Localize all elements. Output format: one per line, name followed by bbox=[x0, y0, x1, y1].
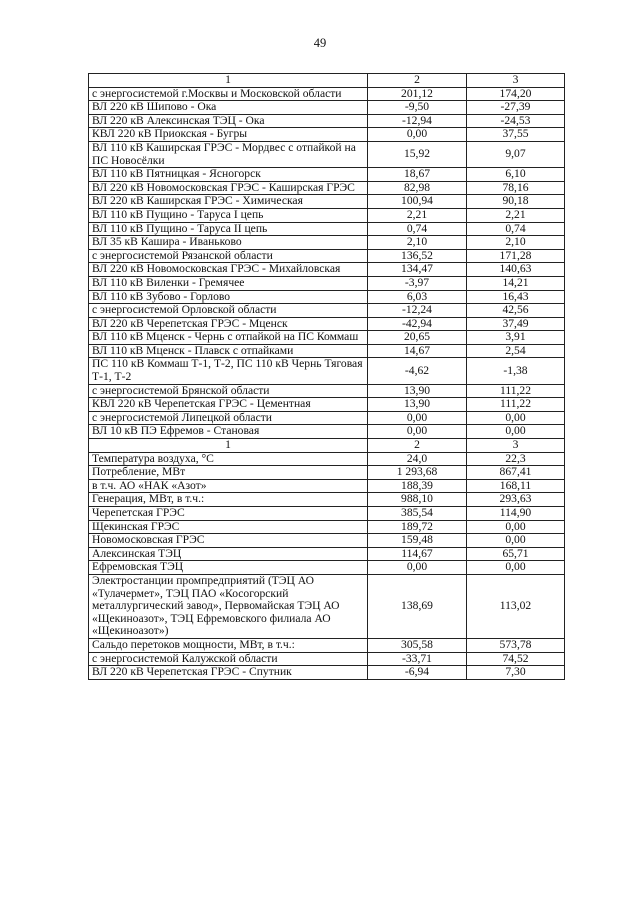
value-cell-col3: 9,07 bbox=[467, 141, 565, 167]
value-cell-col3: 0,00 bbox=[467, 411, 565, 425]
table-row bbox=[89, 534, 565, 548]
value-cell-col2: 15,92 bbox=[368, 141, 467, 167]
table-row bbox=[89, 249, 565, 263]
table-row bbox=[89, 507, 565, 521]
value-cell-col3: 0,00 bbox=[467, 425, 565, 439]
value-cell-col3: -24,53 bbox=[467, 114, 565, 128]
table-row bbox=[89, 652, 565, 666]
table-row bbox=[89, 128, 565, 142]
row-label-cell: ВЛ 220 кВ Черепетская ГРЭС - Мценск bbox=[89, 317, 368, 331]
row-label-cell: с энергосистемой Калужской области bbox=[89, 652, 368, 666]
row-label-cell: Электростанции промпредприятий (ТЭЦ АО «Тулачермет», ТЭЦ ПАО «Косогорский металлургический завод», Первомайская ТЭЦ АО «Щекиноазот», ТЭЦ Ефремовского филиала АО «Щекиноазот») bbox=[89, 574, 368, 638]
table-row bbox=[89, 466, 565, 480]
value-cell-col2: -12,94 bbox=[368, 114, 467, 128]
value-cell-col3: 22,3 bbox=[467, 452, 565, 466]
table-row bbox=[89, 574, 565, 638]
table-row bbox=[89, 384, 565, 398]
table-row bbox=[89, 425, 565, 439]
value-cell-col3: 114,90 bbox=[467, 507, 565, 521]
value-cell-col3: 74,52 bbox=[467, 652, 565, 666]
value-cell-col3: 2,21 bbox=[467, 208, 565, 222]
value-cell-col3: 0,00 bbox=[467, 520, 565, 534]
table-row bbox=[89, 222, 565, 236]
value-cell-col3: 174,20 bbox=[467, 87, 565, 101]
row-label-cell: Температура воздуха, °С bbox=[89, 452, 368, 466]
table-row bbox=[89, 358, 565, 384]
table-row bbox=[89, 101, 565, 115]
row-label-cell: Черепетская ГРЭС bbox=[89, 507, 368, 521]
table-row bbox=[89, 141, 565, 167]
value-cell-col2: -3,97 bbox=[368, 276, 467, 290]
row-label-cell: ВЛ 220 кВ Шипово - Ока bbox=[89, 101, 368, 115]
table-row bbox=[89, 452, 565, 466]
header-cell-col3: 3 bbox=[467, 74, 565, 88]
table-row bbox=[89, 561, 565, 575]
table-row bbox=[89, 208, 565, 222]
value-cell-col2: 159,48 bbox=[368, 534, 467, 548]
value-cell-col2: 2 bbox=[368, 439, 467, 453]
value-cell-col2: 18,67 bbox=[368, 168, 467, 182]
row-label-cell: Новомосковская ГРЭС bbox=[89, 534, 368, 548]
power-flow-table bbox=[88, 73, 565, 680]
value-cell-col2: 0,00 bbox=[368, 561, 467, 575]
table-row bbox=[89, 411, 565, 425]
table-row bbox=[89, 493, 565, 507]
row-label-cell: ВЛ 220 кВ Черепетская ГРЭС - Спутник bbox=[89, 666, 368, 680]
value-cell-col3: 7,30 bbox=[467, 666, 565, 680]
row-label-cell: ВЛ 110 кВ Каширская ГРЭС - Мордвес с отпайкой на ПС Новосёлки bbox=[89, 141, 368, 167]
value-cell-col2: 2,21 bbox=[368, 208, 467, 222]
value-cell-col3: 37,55 bbox=[467, 128, 565, 142]
value-cell-col2: 13,90 bbox=[368, 384, 467, 398]
value-cell-col2: 138,69 bbox=[368, 574, 467, 638]
value-cell-col2: 1 293,68 bbox=[368, 466, 467, 480]
table-row bbox=[89, 236, 565, 250]
row-label-cell: с энергосистемой г.Москвы и Московской области bbox=[89, 87, 368, 101]
value-cell-col2: -33,71 bbox=[368, 652, 467, 666]
value-cell-col2: 24,0 bbox=[368, 452, 467, 466]
value-cell-col2: 0,00 bbox=[368, 128, 467, 142]
row-label-cell: ВЛ 110 кВ Мценск - Плавск с отпайками bbox=[89, 344, 368, 358]
table-row bbox=[89, 439, 565, 453]
header-cell-col1: 1 bbox=[89, 74, 368, 88]
value-cell-col2: 189,72 bbox=[368, 520, 467, 534]
value-cell-col2: 385,54 bbox=[368, 507, 467, 521]
row-label-cell: Алексинская ТЭЦ bbox=[89, 547, 368, 561]
value-cell-col2: 201,12 bbox=[368, 87, 467, 101]
value-cell-col2: 100,94 bbox=[368, 195, 467, 209]
value-cell-col3: -27,39 bbox=[467, 101, 565, 115]
table-row bbox=[89, 168, 565, 182]
row-label-cell: в т.ч. АО «НАК «Азот» bbox=[89, 479, 368, 493]
row-label-cell: ВЛ 110 кВ Зубово - Горлово bbox=[89, 290, 368, 304]
value-cell-col2: -6,94 bbox=[368, 666, 467, 680]
row-label-cell: 1 bbox=[89, 439, 368, 453]
value-cell-col2: 305,58 bbox=[368, 638, 467, 652]
value-cell-col3: 14,21 bbox=[467, 276, 565, 290]
value-cell-col3: 168,11 bbox=[467, 479, 565, 493]
value-cell-col2: 136,52 bbox=[368, 249, 467, 263]
row-label-cell: ВЛ 220 кВ Новомосковская ГРЭС - Каширская ГРЭС bbox=[89, 181, 368, 195]
table-row bbox=[89, 263, 565, 277]
table-row bbox=[89, 276, 565, 290]
value-cell-col2: 82,98 bbox=[368, 181, 467, 195]
table-row bbox=[89, 638, 565, 652]
row-label-cell: Сальдо перетоков мощности, МВт, в т.ч.: bbox=[89, 638, 368, 652]
row-label-cell: ПС 110 кВ Коммаш Т-1, Т-2, ПС 110 кВ Чернь Тяговая Т-1, Т-2 bbox=[89, 358, 368, 384]
table-row bbox=[89, 398, 565, 412]
row-label-cell: ВЛ 35 кВ Кашира - Иваньково bbox=[89, 236, 368, 250]
row-label-cell: Потребление, МВт bbox=[89, 466, 368, 480]
value-cell-col3: 573,78 bbox=[467, 638, 565, 652]
value-cell-col2: -4,62 bbox=[368, 358, 467, 384]
row-label-cell: Ефремовская ТЭЦ bbox=[89, 561, 368, 575]
table-row bbox=[89, 331, 565, 345]
row-label-cell: КВЛ 220 кВ Черепетская ГРЭС - Цементная bbox=[89, 398, 368, 412]
row-label-cell: ВЛ 220 кВ Каширская ГРЭС - Химическая bbox=[89, 195, 368, 209]
table-row bbox=[89, 666, 565, 680]
value-cell-col2: 14,67 bbox=[368, 344, 467, 358]
value-cell-col2: 188,39 bbox=[368, 479, 467, 493]
value-cell-col3: 0,00 bbox=[467, 534, 565, 548]
value-cell-col3: 16,43 bbox=[467, 290, 565, 304]
value-cell-col2: 988,10 bbox=[368, 493, 467, 507]
row-label-cell: Щекинская ГРЭС bbox=[89, 520, 368, 534]
value-cell-col2: -42,94 bbox=[368, 317, 467, 331]
value-cell-col3: 293,63 bbox=[467, 493, 565, 507]
value-cell-col2: 0,00 bbox=[368, 411, 467, 425]
table-row bbox=[89, 195, 565, 209]
table-row bbox=[89, 304, 565, 318]
table-row bbox=[89, 290, 565, 304]
value-cell-col3: 6,10 bbox=[467, 168, 565, 182]
row-label-cell: с энергосистемой Брянской области bbox=[89, 384, 368, 398]
value-cell-col3: -1,38 bbox=[467, 358, 565, 384]
value-cell-col3: 113,02 bbox=[467, 574, 565, 638]
table-header-row bbox=[89, 74, 565, 88]
value-cell-col3: 78,16 bbox=[467, 181, 565, 195]
table-row bbox=[89, 87, 565, 101]
value-cell-col2: 134,47 bbox=[368, 263, 467, 277]
value-cell-col2: 0,00 bbox=[368, 425, 467, 439]
row-label-cell: ВЛ 220 кВ Алексинская ТЭЦ - Ока bbox=[89, 114, 368, 128]
row-label-cell: ВЛ 220 кВ Новомосковская ГРЭС - Михайловская bbox=[89, 263, 368, 277]
value-cell-col2: 13,90 bbox=[368, 398, 467, 412]
header-cell-col2: 2 bbox=[368, 74, 467, 88]
value-cell-col3: 111,22 bbox=[467, 398, 565, 412]
value-cell-col2: -12,24 bbox=[368, 304, 467, 318]
value-cell-col2: 2,10 bbox=[368, 236, 467, 250]
value-cell-col2: 6,03 bbox=[368, 290, 467, 304]
table-row bbox=[89, 547, 565, 561]
row-label-cell: ВЛ 110 кВ Пущино - Таруса I цепь bbox=[89, 208, 368, 222]
row-label-cell: ВЛ 110 кВ Мценск - Чернь с отпайкой на ПС Коммаш bbox=[89, 331, 368, 345]
table-row bbox=[89, 114, 565, 128]
value-cell-col3: 867,41 bbox=[467, 466, 565, 480]
row-label-cell: КВЛ 220 кВ Приокская - Бугры bbox=[89, 128, 368, 142]
row-label-cell: ВЛ 110 кВ Виленки - Гремячее bbox=[89, 276, 368, 290]
row-label-cell: Генерация, МВт, в т.ч.: bbox=[89, 493, 368, 507]
value-cell-col3: 171,28 bbox=[467, 249, 565, 263]
table-row bbox=[89, 181, 565, 195]
value-cell-col2: -9,50 bbox=[368, 101, 467, 115]
page-number: 49 bbox=[313, 36, 327, 50]
value-cell-col3: 2,54 bbox=[467, 344, 565, 358]
value-cell-col3: 3 bbox=[467, 439, 565, 453]
value-cell-col3: 90,18 bbox=[467, 195, 565, 209]
value-cell-col3: 111,22 bbox=[467, 384, 565, 398]
value-cell-col3: 140,63 bbox=[467, 263, 565, 277]
value-cell-col3: 0,00 bbox=[467, 561, 565, 575]
value-cell-col3: 65,71 bbox=[467, 547, 565, 561]
row-label-cell: ВЛ 110 кВ Пущино - Таруса II цепь bbox=[89, 222, 368, 236]
value-cell-col3: 3,91 bbox=[467, 331, 565, 345]
value-cell-col2: 0,74 bbox=[368, 222, 467, 236]
table-row bbox=[89, 520, 565, 534]
table-body bbox=[89, 74, 565, 680]
table-row bbox=[89, 479, 565, 493]
row-label-cell: с энергосистемой Орловской области bbox=[89, 304, 368, 318]
value-cell-col3: 42,56 bbox=[467, 304, 565, 318]
row-label-cell: ВЛ 10 кВ ПЭ Ефремов - Становая bbox=[89, 425, 368, 439]
row-label-cell: с энергосистемой Липецкой области bbox=[89, 411, 368, 425]
row-label-cell: ВЛ 110 кВ Пятницкая - Ясногорск bbox=[89, 168, 368, 182]
table-row bbox=[89, 317, 565, 331]
value-cell-col2: 20,65 bbox=[368, 331, 467, 345]
value-cell-col3: 0,74 bbox=[467, 222, 565, 236]
value-cell-col3: 2,10 bbox=[467, 236, 565, 250]
table-row bbox=[89, 344, 565, 358]
value-cell-col2: 114,67 bbox=[368, 547, 467, 561]
row-label-cell: с энергосистемой Рязанской области bbox=[89, 249, 368, 263]
value-cell-col3: 37,49 bbox=[467, 317, 565, 331]
